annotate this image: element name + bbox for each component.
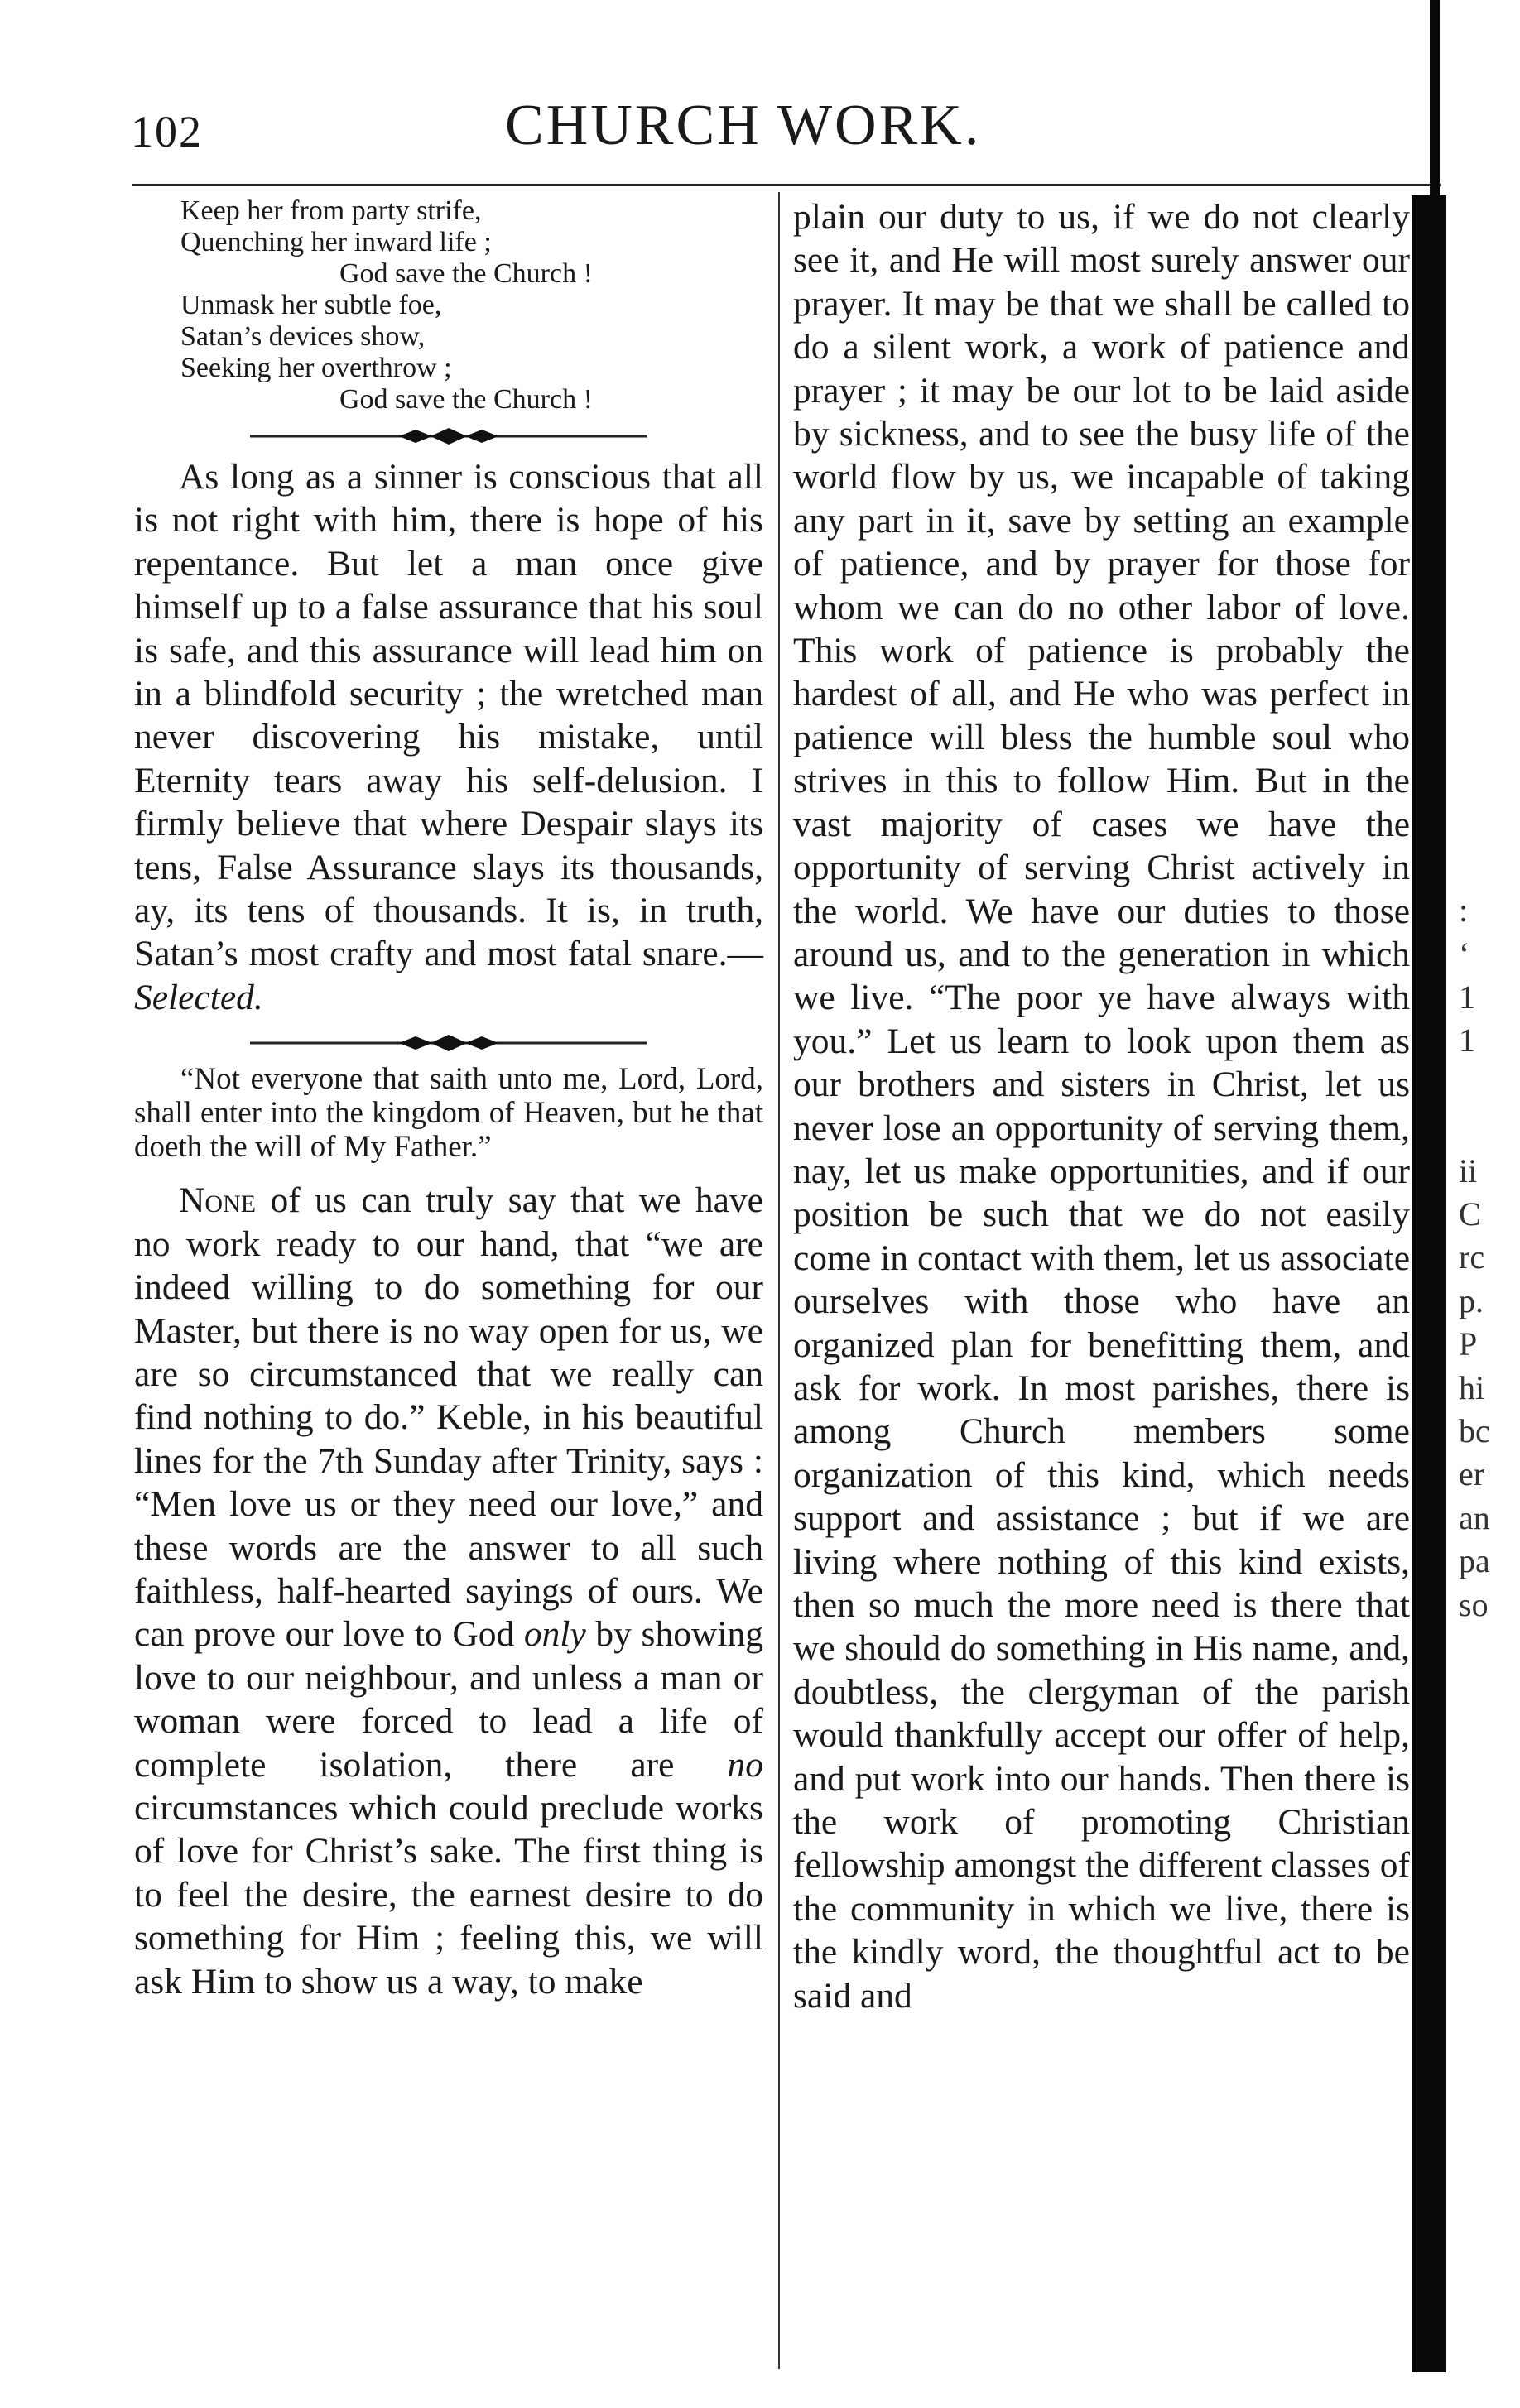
margin-blank (1459, 716, 1520, 759)
next-page-fragment: pa (1459, 1542, 1490, 1580)
next-page-fragment: bc (1459, 1411, 1490, 1449)
header-rule (132, 184, 1441, 186)
right-column (793, 195, 1410, 2017)
next-page-fragment: rc (1459, 1238, 1485, 1276)
next-page-fragment: er (1459, 1455, 1485, 1493)
margin-blank (1459, 455, 1520, 498)
article-church-work-right: plain our duty to us, if we do not clearly see it, and He will most surely answer our prayer. It may be that we shall be called to do a silent work, a work of patience and prayer ; it may be our lot to be laid aside by sickness, and to see the busy life of the world flow by us, we incapable of taking any part in it, save by setting an example of patience, and by prayer for those for whom we can do no other labor of love. This work of patience is probably the hardest of all, and He who was perfect in patience will bless the humble soul who strives in this to follow Him. But in the vast majority of cases we have the opportunity of serving Christ actively in the world. We have our duties to those around us, and to the generation in which we live. “The poor ye have always with you.” Let us learn to look upon them as our brothers and sisters in Christ, let us never lose an opportunity of serving them, nay, let us make opportunities, and if our position be such that we do not easily come in contact with them, let us associate ourselves with those who have an organized plan for benefitting them, and ask for work. In most parishes, there is among Church members some organization of this kind, which needs support and assistance ; but if we are living where nothing of this kind exists, then so much the more need is there that we should do something in His name, and, doubtless, the clergyman of the parish would thankfully accept our offer of help, and put work into our hands. Then there is the work of promoting Christian fellowship amongst the different classes of the community in which we live, there is the kindly word, the thoughtful act to be said and (793, 197, 1410, 2016)
drop-word: None (179, 1180, 257, 1221)
margin-blank (1459, 412, 1520, 455)
binding-shadow-top (1430, 0, 1440, 195)
article-church-work-left: None of us can truly say that we have no work ready to our hand, that “we are indeed willing to do something for our Master, but there is no way open for us, we are so circumstanced that we really can find nothing to do.” Keble, in his beautiful lines for the 7th Sunday after Trinity, says : “Men love us or they need our love,” and these words are the answer to all such faithless, half-hearted sayings of ours. We can prove our love to God only by showing love to our neighbour, and unless a man or woman were forced to lead a life of complete isolation, there are no circumstances which could preclude works of love for Christ’s sake. The first thing is to feel the desire, the earnest desire to do something for Him ; feeling this, we will ask Him to show us a way, to make (134, 1180, 763, 2002)
margin-blank (1459, 802, 1520, 845)
ornament-divider (134, 1029, 763, 1057)
next-page-fragments (1459, 195, 1520, 1627)
epigraph: “Not everyone that saith unto me, Lord, Lord, shall enter into the kingdom of Heaven, but he that doeth the will of My Father.” (134, 1062, 763, 1165)
left-column (134, 195, 763, 2003)
margin-blank (1459, 846, 1520, 889)
margin-blank (1459, 759, 1520, 802)
next-page-fragment: ii (1459, 1151, 1478, 1190)
next-page-fragment: 1 (1459, 978, 1475, 1017)
article-source: Selected. (134, 977, 263, 1017)
next-page-fragment: ‘ (1459, 935, 1470, 973)
poem-line: Unmask her subtle foe, (180, 290, 442, 320)
binding-shadow (1412, 195, 1446, 2372)
poem (134, 195, 763, 416)
margin-blank (1459, 629, 1520, 672)
ornament-dash-icon (250, 428, 647, 445)
next-page-fragment: P (1459, 1325, 1478, 1363)
next-page-fragment: : (1459, 892, 1469, 930)
next-page-fragment: an (1459, 1498, 1490, 1536)
margin-blank (1459, 499, 1520, 542)
ornament-divider (134, 422, 763, 450)
poem-line: God save the Church ! (339, 258, 593, 289)
margin-blank (1459, 586, 1520, 629)
poem-line: God save the Church ! (339, 384, 593, 415)
page-number: 102 (131, 107, 203, 156)
poem-line: Quenching her inward life ; (180, 227, 492, 257)
next-page-fragment: hi (1459, 1368, 1485, 1406)
margin-blank (1459, 369, 1520, 412)
column-divider (778, 192, 780, 2369)
next-page-fragment: 1 (1459, 1021, 1475, 1060)
margin-blank (1459, 542, 1520, 585)
running-title: CHURCH WORK. (505, 94, 982, 157)
margin-blank (1459, 672, 1520, 715)
ornament-dash-icon (250, 1035, 647, 1051)
margin-blank (1459, 325, 1520, 368)
article-false-assurance: As long as a sinner is conscious that all is not right with him, there is hope of his repentance. But let a man once give himself up to a false assurance that his soul is safe, and this assurance will lead him on in a blindfold security ; the wretched man never discovering his mistake, until Eternity tears away his self-delusion. I firmly believe that where Despair slays its tens, False Assurance slays its thousands, ay, its tens of thousands. It is, in truth, Satan’s most crafty and most fatal snare.—Selected. (134, 457, 763, 1017)
next-page-fragment: C (1459, 1194, 1481, 1233)
poem-line: Seeking her overthrow ; (180, 353, 452, 383)
next-page-fragment: so (1459, 1585, 1489, 1623)
margin-blank (1459, 1063, 1520, 1106)
poem-line: Satan’s devices show, (180, 321, 426, 352)
margin-blank (1459, 238, 1520, 281)
margin-blank (1459, 282, 1520, 325)
margin-blank (1459, 1106, 1520, 1149)
next-page-fragment: p. (1459, 1281, 1484, 1319)
margin-blank (1459, 195, 1520, 238)
poem-line: Keep her from party strife, (180, 195, 482, 226)
